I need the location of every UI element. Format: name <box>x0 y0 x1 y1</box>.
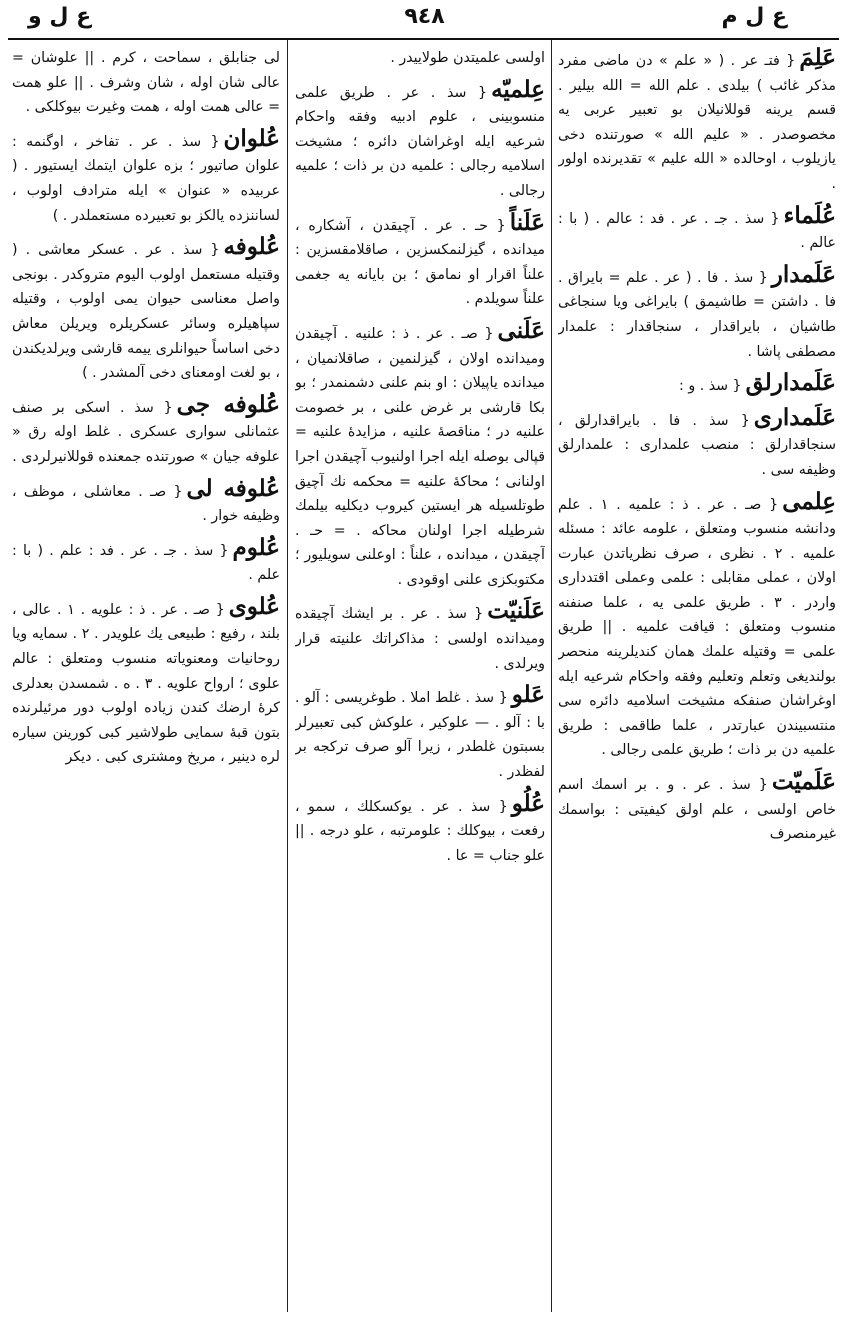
dictionary-entry <box>12 124 280 228</box>
entry-headword: عَلَمداری <box>753 403 836 431</box>
entry-headword: عِلمیّه <box>491 75 545 103</box>
entry-definition: { صـ . معاشلی ، موظف ، وظیفه خوار . <box>12 483 280 525</box>
dictionary-entry <box>558 260 836 364</box>
entry-headword: عُلُو <box>511 789 545 817</box>
header-left-root: ع ل و <box>28 4 92 29</box>
entry-definition: { صـ . عر . ذ : علویه . ١ . عالی ، بلند ، رفیع : طبیعی یك علویدر . ٢ . سمایه ویا روحانیات ومعنویاته منسوب ومتعلق : عالم علوی ؛ ارواح علویه . ٣ . ه . شمسدن بعدلری کرهٔ ارضك کندن زیاده اولوب دور مرئیلرنده بتون قبهٔ سمایی طولاشیر کبی کورینن سیاره لره دینیر ، مریخ ومشتری کبی . دیکر <box>12 601 280 766</box>
dictionary-entry <box>12 46 280 120</box>
dictionary-entry <box>558 371 836 399</box>
entry-definition: { سذ . فا . ( عر . علم = بایراق . فا . داشتن = طاشیمق ) بایراغی ویا سنجاغی طاشیان ، بایراقدار ، سنجاقدار : علمدار مصطفی پاشا . <box>558 269 836 360</box>
header-divider <box>8 38 839 40</box>
entry-headword: عَلَمدارلق <box>745 369 836 397</box>
entry-definition: { سذ . عر . عسکر معاشی . ( وقتیله مستعمل اولوب الیوم متروکدر . بونجی واصل معناسی حیوان یمی اولوب ، وقتیله سپاهیلره وسائر عسکریلره ویریلن معاش دخی اساساً حیوانلری ییمه قارشی ویرلدیکندن ، بو لغت اومعنای دخی آلمشدر . ) <box>12 242 280 382</box>
column-left <box>12 46 280 1312</box>
entry-definition: { حـ . عر . آچیقدن ، آشکاره ، میدانده ، گیزلنمکسزین ، صاقلامقسزین : علناً اقرار او نمامق ؛ بن بایانه یه جغمی علناً سویلدم . <box>295 217 545 308</box>
entry-headword: عَلَمدار <box>771 260 836 288</box>
entry-headword: عَلَناً <box>509 208 545 236</box>
entry-headword: عُلوان <box>223 124 280 152</box>
dictionary-entry <box>295 208 545 312</box>
dictionary-entry <box>295 789 545 869</box>
column-divider <box>287 40 288 1312</box>
entry-headword: عَلو <box>511 681 545 709</box>
entry-definition: { سذ . عر . بر ایشك آچیقده ومیدانده اولسی : مذاکراتك علنیته قرار ویرلدی . <box>295 606 545 672</box>
entry-headword: عُلوفه <box>223 233 280 261</box>
dictionary-entry <box>12 474 280 529</box>
entry-definition: { فتـ عر . ( « علم » دن ماضی مفرد مذکر غائب ) بیلدی . علم الله = الله بیلیر . قسم یرینه قوللانیلان بو تعبیر عربی یه مخصوصدر . « علیم الله » صورتنده دخی یازیلوب ، اوحالده « الله علیم » تقدیرنده اولور . <box>558 53 836 192</box>
dictionary-entry <box>12 390 280 470</box>
dictionary-entry <box>12 592 280 770</box>
dictionary-entry <box>295 316 545 593</box>
entry-definition: { سذ . فا . بایراقدارلق ، سنجاقدارلق : منصب علمداری : علمدارلق وظیفه سی . <box>558 412 836 478</box>
entry-definition: { سذ . عر . تفاخر ، اوگنمه : علوان صاتیور ؛ بزه علوان ایتمك ایستیور . ( عربیده « عنوان » ایله مترادف اولوب ، لساننزده یالکز بو تعبیرده مستعملدر . ) <box>12 133 280 224</box>
entry-headword: عُلَماء <box>783 201 836 229</box>
column-middle <box>295 46 545 1312</box>
entry-headword: عُلوی <box>228 592 280 620</box>
entry-headword: عُلوفه جی <box>176 390 280 418</box>
dictionary-entry <box>295 683 545 784</box>
page-number: ٩٤٨ <box>404 4 445 29</box>
dictionary-entry <box>295 599 545 676</box>
dictionary-entry <box>558 487 836 764</box>
entry-headword: عَلَنیّت <box>487 597 545 625</box>
dictionary-entry <box>12 533 280 588</box>
entry-headword: عَلَمیّت <box>771 768 836 796</box>
entry-definition: لی جنابلق ، سماحت ، کرم . || علوشان = عالی شان اوله ، شان وشرف . || علو همت = عالی همت اوله ، همت وغیرت بیوکلکی . <box>12 50 280 116</box>
entry-definition: { سذ . جـ . عر . فد : علم . ( با : علم . <box>12 542 280 584</box>
dictionary-entry <box>558 201 836 256</box>
entry-definition: { سذ . عر . یوکسکلك ، سمو ، رفعت ، بیوکلك : علومرتبه ، علو درجه . || علو جناب = عا . <box>295 798 545 864</box>
entry-definition: { سذ . اسکی بر صنف عثمانلی سواری عسکری . غلط اوله رق « علوفه جیان » صورتنده جمعنده قوللانیرلردی . <box>12 399 280 465</box>
entry-headword: عَلِمَ <box>799 46 836 71</box>
entry-definition: { سذ . عر . و . بر اسمك اسم خاص اولسی ، علم اولق کیفیتی : بواسمك غیرمنصرف <box>558 777 836 843</box>
dictionary-entry <box>295 75 545 204</box>
entry-headword: عِلمی <box>782 487 836 515</box>
dictionary-entry <box>12 235 280 386</box>
entry-definition: { صـ . عر . ذ : علنیه . آچیقدن ومیدانده اولان ، گیزلنمین ، صاقلانمیان ، میدانده یاپیلان : او بنم علنی دشمنمدر ؛ بو بکا قارشی بر غرض علنی ، بر خصومت علنیه در ؛ مناقصهٔ علنیه ، مزایدهٔ علنیه = قپالی بوصله ایله اجرا اولنیوب آچیقدن اجرا اولنانی ؛ محاکهٔ علنیه = محکمه نك آچیق طوتلسیله هر ایستین کیروب دیکلیه بیلمك شرطیله اجرا اولنان محاکه . = حـ . آچیقدن ، میدانده ، علناً : اوعلنی سویلیور ؛ مکتوبکزی علنی اوقودی . <box>295 325 545 588</box>
entry-definition: { سذ . و : <box>679 378 742 395</box>
column-right <box>558 46 836 1312</box>
entry-definition: اولسی علمیتدن طولاییدر . <box>390 50 545 66</box>
entry-headword: عُلوفه لی <box>186 474 280 502</box>
column-divider <box>551 40 552 1312</box>
entry-headword: عَلَنی <box>497 316 545 344</box>
header-right-root: ع ل م <box>721 4 787 29</box>
entry-definition: { سذ . جـ . عر . فد : عالم . ( با : عالم . <box>558 210 836 252</box>
dictionary-entry <box>295 46 545 71</box>
entry-definition: { صـ . عر . ذ : علمیه . ١ . علم ودانشه منسوب ومتعلق ، علومه عائد : مسئله علمیه . ٢ . نظری ، صرف نظریاتدن عبارت اولان ، عملی مقابلی : علمی وعملی اقتدداری واردر . ٣ . طریق علمی یه ، علما صنفنه منسوب ومتعلق : قیافت علمیه . || طریق علمی = وقتیله علمك همان کندیلرینه منحصر بولندیغی وتعلم وتعلیم وفقه واحکام شرعیه ایله اوغراشان صنفکه مشیخت اسلامیه دائره سی منتسبیندن عبارتدر ، علما طاقمی : طریق علمیه دن بر ذات ؛ طریق علمی رجالی . <box>558 496 836 759</box>
dictionary-entry <box>558 770 836 847</box>
dictionary-entry <box>558 46 836 197</box>
dictionary-entry <box>558 403 836 483</box>
entry-definition: { سذ . عر . طریق علمی منسوبینی ، علوم ادبیه وفقه واحکام شرعیه ایله اوغراشان دائره ؛ مشیخت اسلامیه رجالی : علمیه دن بر ذات ؛ علمیه رجالی . <box>295 84 545 199</box>
page-header <box>0 0 849 40</box>
entry-headword: عُلوم <box>232 533 280 561</box>
entry-definition: { سذ . غلط املا . طوغریسی : آلو . با : آلو . — علوکیر ، علوکش کبی تعبیرلر بسبتون غلطدر ، زیرا آلو صرف ترکجه بر لفظدر . <box>295 690 545 781</box>
